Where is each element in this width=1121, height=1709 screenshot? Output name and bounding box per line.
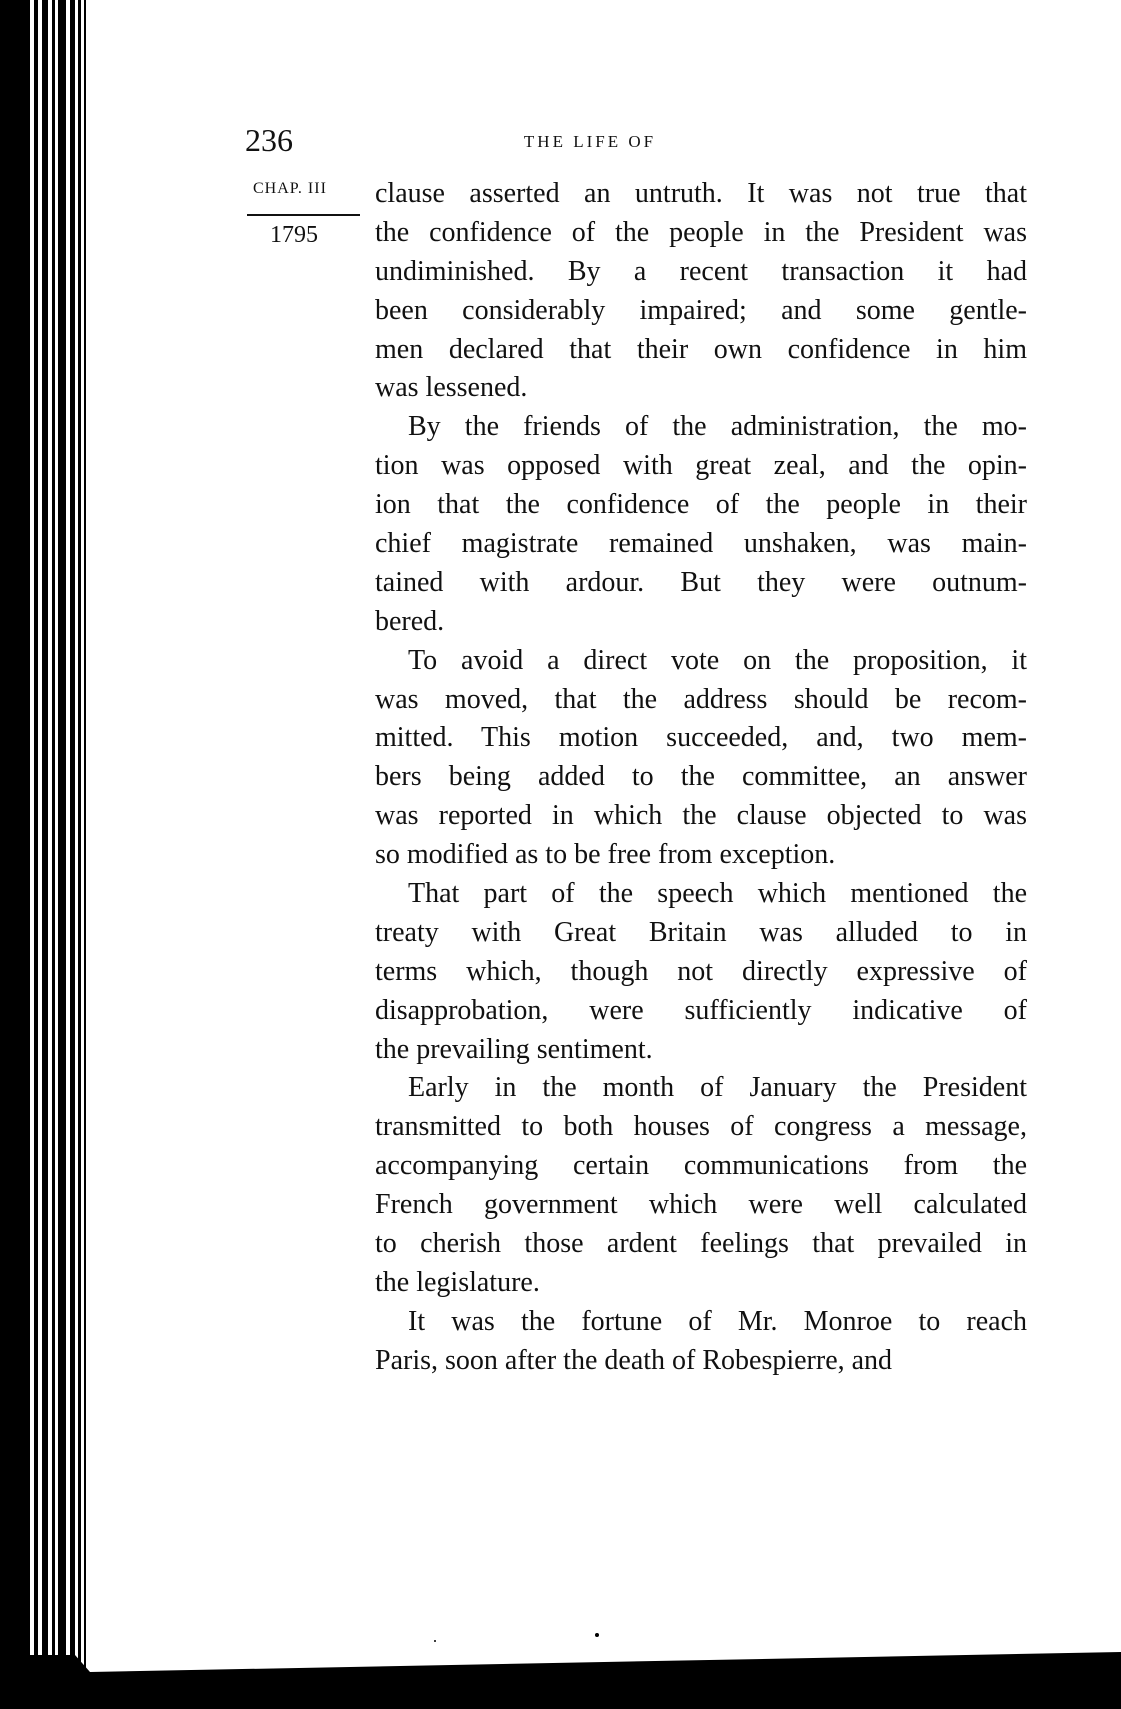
text-line: bered.: [375, 605, 445, 637]
text-line: That part of the speech which mentioned the: [408, 878, 1027, 910]
text-line: By the friends of the administration, the mo-: [408, 411, 1027, 443]
paragraph: [375, 1303, 1027, 1381]
text-line: Paris, soon after the death of Robespierre, and: [375, 1344, 893, 1376]
text-line: tained with ardour. But they were outnum-: [375, 566, 1027, 598]
page-number: 236: [245, 122, 293, 158]
text-line: French government which were well calculated: [375, 1189, 1027, 1221]
text-line: disapprobation, were sufficiently indicative of: [375, 994, 1027, 1026]
text-line: clause asserted an untruth. It was not true that: [375, 178, 1027, 209]
text-line: the confidence of the people in the President was: [375, 216, 1027, 248]
paragraph: [375, 175, 1027, 408]
text-line: chief magistrate remained unshaken, was main-: [375, 528, 1027, 560]
text-line: mitted. This motion succeeded, and, two mem-: [375, 722, 1027, 754]
text-line: accompanying certain communications from the: [375, 1150, 1027, 1182]
paragraph: [375, 642, 1027, 875]
text-line: to cherish those ardent feelings that prevailed in: [375, 1228, 1027, 1260]
text-line: was reported in which the clause objected to was: [375, 800, 1027, 832]
text-line: treaty with Great Britain was alluded to in: [375, 916, 1027, 948]
margin-rule: [247, 214, 360, 216]
text-line: was lessened.: [375, 372, 528, 404]
text-line: the legislature.: [375, 1266, 540, 1298]
text-line: To avoid a direct vote on the proposition, it: [408, 644, 1027, 676]
text-line: bers being added to the committee, an answer: [375, 761, 1027, 793]
text-line: Early in the month of January the President: [408, 1072, 1027, 1104]
paragraph: [375, 875, 1027, 1069]
text-line: so modified as to be free from exception.: [375, 839, 836, 871]
text-line: men declared that their own confidence in him: [375, 333, 1027, 365]
running-title: THE LIFE OF: [523, 132, 657, 151]
paragraph: [375, 1069, 1027, 1302]
body-text: [375, 175, 1027, 1381]
text-line: been considerably impaired; and some gentle-: [375, 294, 1027, 326]
text-line: undiminished. By a recent transaction it had: [375, 255, 1027, 287]
margin-year: 1795: [270, 222, 318, 248]
margin-chapter: CHAP. III: [253, 180, 327, 197]
text-line: ion that the confidence of the people in their: [375, 489, 1027, 521]
text-line: transmitted to both houses of congress a message,: [375, 1111, 1027, 1143]
text-line: the prevailing sentiment.: [375, 1033, 653, 1065]
text-line: It was the fortune of Mr. Monroe to reach: [408, 1305, 1027, 1337]
paragraph: [375, 408, 1027, 641]
text-line: was moved, that the address should be recom-: [375, 683, 1027, 715]
text-line: tion was opposed with great zeal, and the opin-: [375, 450, 1027, 482]
text-line: terms which, though not directly expressive of: [375, 955, 1027, 987]
